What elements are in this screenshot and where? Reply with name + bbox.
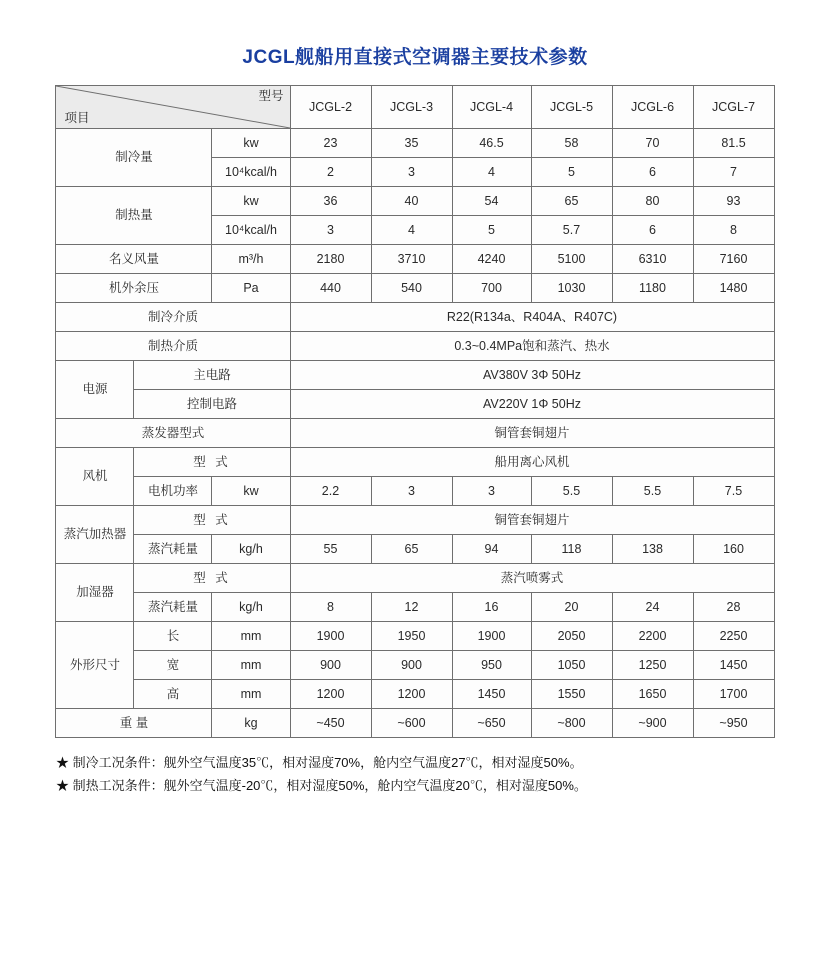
fan-motor-v2: 3 <box>371 477 452 506</box>
weight-v2: ~600 <box>371 709 452 738</box>
dimension-length-v1: 1900 <box>290 622 371 651</box>
heat-medium-value: 0.3~0.4MPa饱和蒸汽、热水 <box>290 332 774 361</box>
heating-label: 制热量 <box>56 187 212 245</box>
model-col-3: JCGL-4 <box>452 86 531 129</box>
fan-motor-v6: 7.5 <box>693 477 774 506</box>
dimension-width-unit: mm <box>212 651 290 680</box>
humidifier-type-value: 蒸汽喷雾式 <box>290 564 774 593</box>
airflow-v3: 4240 <box>452 245 531 274</box>
footnote-heating: ★ 制热工况条件：舰外空气温度-20℃，相对湿度50%，舱内空气温度20℃，相对湿度50%。 <box>56 777 587 793</box>
dimension-width-label: 宽 <box>134 651 212 680</box>
fan-motor-v3: 3 <box>452 477 531 506</box>
model-col-5: JCGL-6 <box>612 86 693 129</box>
cooling-kcal-v6: 7 <box>693 158 774 187</box>
humidifier-consume-v1: 8 <box>290 593 371 622</box>
static-pressure-label: 机外余压 <box>56 274 212 303</box>
weight-v5: ~900 <box>612 709 693 738</box>
humidifier-type-label: 型 式 <box>134 564 290 593</box>
row-fan-motor <box>56 477 774 506</box>
airflow-label: 名义风量 <box>56 245 212 274</box>
heating-kcal-unit: 10⁴kcal/h <box>212 216 290 245</box>
row-heating-kw <box>56 187 774 216</box>
heating-kcal-v5: 6 <box>612 216 693 245</box>
weight-v3: ~650 <box>452 709 531 738</box>
steam-heater-label: 蒸汽加热器 <box>56 506 134 564</box>
row-dimension-width <box>56 651 774 680</box>
power-label: 电源 <box>56 361 134 419</box>
dimension-width-v2: 900 <box>371 651 452 680</box>
row-dimension-length <box>56 622 774 651</box>
cooling-kcal-v4: 5 <box>531 158 612 187</box>
header-model-label: 型号 <box>258 89 284 103</box>
row-humidifier-consume <box>56 593 774 622</box>
humidifier-consume-v2: 12 <box>371 593 452 622</box>
cooling-kcal-unit: 10⁴kcal/h <box>212 158 290 187</box>
model-col-6: JCGL-7 <box>693 86 774 129</box>
model-col-4: JCGL-5 <box>531 86 612 129</box>
weight-unit: kg <box>212 709 290 738</box>
dimension-height-unit: mm <box>212 680 290 709</box>
weight-v6: ~950 <box>693 709 774 738</box>
dimension-height-v4: 1550 <box>531 680 612 709</box>
header-corner-cell <box>56 86 290 129</box>
dimension-height-v5: 1650 <box>612 680 693 709</box>
cooling-kcal-v3: 4 <box>452 158 531 187</box>
dimension-height-v3: 1450 <box>452 680 531 709</box>
airflow-v2: 3710 <box>371 245 452 274</box>
steam-heater-consume-v1: 55 <box>290 535 371 564</box>
cooling-kw-v6: 81.5 <box>693 129 774 158</box>
steam-heater-consume-label: 蒸汽耗量 <box>134 535 212 564</box>
heating-kw-v2: 40 <box>371 187 452 216</box>
static-pressure-unit: Pa <box>212 274 290 303</box>
heating-kw-v3: 54 <box>452 187 531 216</box>
row-evaporator <box>56 419 774 448</box>
row-power-control <box>56 390 774 419</box>
footnote-cooling: ★ 制冷工况条件：舰外空气温度35℃，相对湿度70%，舱内空气温度27℃，相对湿度50%。 <box>56 755 583 770</box>
airflow-v4: 5100 <box>531 245 612 274</box>
airflow-unit: m³/h <box>212 245 290 274</box>
row-airflow <box>56 245 774 274</box>
dimension-width-v5: 1250 <box>612 651 693 680</box>
heating-kw-v5: 80 <box>612 187 693 216</box>
dimension-width-v4: 1050 <box>531 651 612 680</box>
dimension-length-v5: 2200 <box>612 622 693 651</box>
steam-heater-consume-v5: 138 <box>612 535 693 564</box>
dimension-length-v6: 2250 <box>693 622 774 651</box>
page-title: JCGL舰船用直接式空调器主要技术参数 <box>242 47 588 68</box>
row-weight <box>56 709 774 738</box>
evaporator-value: 铜管套铜翅片 <box>290 419 774 448</box>
footnotes <box>56 752 774 798</box>
cooling-kw-v3: 46.5 <box>452 129 531 158</box>
airflow-v5: 6310 <box>612 245 693 274</box>
fan-motor-v1: 2.2 <box>290 477 371 506</box>
heating-kcal-v1: 3 <box>290 216 371 245</box>
fan-label: 风机 <box>56 448 134 506</box>
row-power-main <box>56 361 774 390</box>
heating-kw-v6: 93 <box>693 187 774 216</box>
heating-kcal-v2: 4 <box>371 216 452 245</box>
heating-kcal-v4: 5.7 <box>531 216 612 245</box>
diagonal-divider-icon <box>56 86 289 128</box>
cooling-kw-unit: kw <box>212 129 290 158</box>
fan-motor-unit: kw <box>212 477 290 506</box>
weight-v4: ~800 <box>531 709 612 738</box>
heat-medium-label: 制热介质 <box>56 332 290 361</box>
heating-kcal-v6: 8 <box>693 216 774 245</box>
dimension-height-v6: 1700 <box>693 680 774 709</box>
static-pressure-v6: 1480 <box>693 274 774 303</box>
row-cooling-kw <box>56 129 774 158</box>
table-header-row <box>56 86 774 129</box>
row-steam-heater-type <box>56 506 774 535</box>
fan-motor-v5: 5.5 <box>612 477 693 506</box>
fan-type-label: 型 式 <box>134 448 290 477</box>
dimensions-label: 外形尺寸 <box>56 622 134 709</box>
humidifier-consume-v5: 24 <box>612 593 693 622</box>
humidifier-consume-v4: 20 <box>531 593 612 622</box>
row-static-pressure <box>56 274 774 303</box>
fan-type-value: 船用离心风机 <box>290 448 774 477</box>
cooling-kw-v4: 58 <box>531 129 612 158</box>
refrigerant-value: R22(R134a、R404A、R407C) <box>290 303 774 332</box>
row-steam-heater-consume <box>56 535 774 564</box>
power-control-value: AV220V 1Φ 50Hz <box>290 390 774 419</box>
weight-v1: ~450 <box>290 709 371 738</box>
cooling-kcal-v5: 6 <box>612 158 693 187</box>
dimension-width-v1: 900 <box>290 651 371 680</box>
dimension-width-v6: 1450 <box>693 651 774 680</box>
steam-heater-consume-v4: 118 <box>531 535 612 564</box>
heating-kw-v4: 65 <box>531 187 612 216</box>
steam-heater-consume-v2: 65 <box>371 535 452 564</box>
dimension-length-v4: 2050 <box>531 622 612 651</box>
humidifier-consume-v6: 28 <box>693 593 774 622</box>
refrigerant-label: 制冷介质 <box>56 303 290 332</box>
static-pressure-v3: 700 <box>452 274 531 303</box>
humidifier-label: 加湿器 <box>56 564 134 622</box>
dimension-length-label: 长 <box>134 622 212 651</box>
power-main-label: 主电路 <box>134 361 290 390</box>
model-col-2: JCGL-3 <box>371 86 452 129</box>
heating-kcal-v3: 5 <box>452 216 531 245</box>
weight-label: 重 量 <box>56 709 212 738</box>
dimension-height-v2: 1200 <box>371 680 452 709</box>
power-control-label: 控制电路 <box>134 390 290 419</box>
specification-table <box>55 85 774 738</box>
steam-heater-type-value: 铜管套铜翅片 <box>290 506 774 535</box>
heating-kw-v1: 36 <box>290 187 371 216</box>
evaporator-label: 蒸发器型式 <box>56 419 290 448</box>
power-main-value: AV380V 3Φ 50Hz <box>290 361 774 390</box>
header-item-label: 项目 <box>64 110 90 125</box>
model-col-1: JCGL-2 <box>290 86 371 129</box>
airflow-v1: 2180 <box>290 245 371 274</box>
row-heat-medium <box>56 332 774 361</box>
fan-motor-label: 电机功率 <box>134 477 212 506</box>
steam-heater-type-label: 型 式 <box>134 506 290 535</box>
airflow-v6: 7160 <box>693 245 774 274</box>
fan-motor-v4: 5.5 <box>531 477 612 506</box>
dimension-length-unit: mm <box>212 622 290 651</box>
dimension-height-label: 高 <box>134 680 212 709</box>
row-dimension-height <box>56 680 774 709</box>
row-refrigerant <box>56 303 774 332</box>
static-pressure-v4: 1030 <box>531 274 612 303</box>
steam-heater-consume-v6: 160 <box>693 535 774 564</box>
dimension-length-v3: 1900 <box>452 622 531 651</box>
dimension-height-v1: 1200 <box>290 680 371 709</box>
humidifier-consume-v3: 16 <box>452 593 531 622</box>
humidifier-consume-label: 蒸汽耗量 <box>134 593 212 622</box>
cooling-label: 制冷量 <box>56 129 212 187</box>
cooling-kw-v5: 70 <box>612 129 693 158</box>
steam-heater-consume-v3: 94 <box>452 535 531 564</box>
heating-kw-unit: kw <box>212 187 290 216</box>
humidifier-consume-unit: kg/h <box>212 593 290 622</box>
row-humidifier-type <box>56 564 774 593</box>
row-fan-type <box>56 448 774 477</box>
cooling-kcal-v2: 3 <box>371 158 452 187</box>
dimension-length-v2: 1950 <box>371 622 452 651</box>
steam-heater-consume-unit: kg/h <box>212 535 290 564</box>
dimension-width-v3: 950 <box>452 651 531 680</box>
static-pressure-v2: 540 <box>371 274 452 303</box>
static-pressure-v5: 1180 <box>612 274 693 303</box>
cooling-kw-v1: 23 <box>290 129 371 158</box>
cooling-kcal-v1: 2 <box>290 158 371 187</box>
static-pressure-v1: 440 <box>290 274 371 303</box>
cooling-kw-v2: 35 <box>371 129 452 158</box>
